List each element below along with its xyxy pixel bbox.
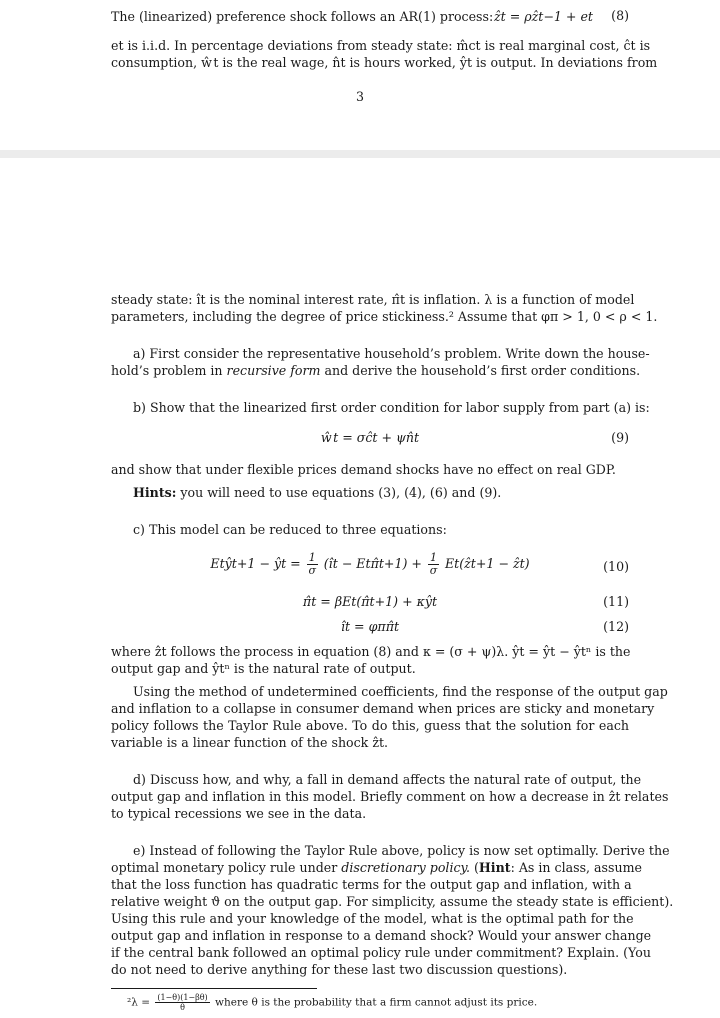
page-top-fragment — [0, 0, 720, 150]
question-b-line-1: b) Show that the linearized first order condition for labor supply from part (a) is: — [133, 400, 650, 415]
ar1-line — [111, 8, 629, 25]
footnote-numerator: (1−θ)(1−βθ) — [157, 993, 208, 1002]
question-c-line-1: c) This model can be reduced to three equations: — [133, 522, 447, 537]
question-e-emphasis: discretionary policy. — [341, 860, 470, 875]
question-e-hint-text: : As in class, assume — [510, 860, 642, 875]
question-d-line-1: d) Discuss how, and why, a fall in demand affects the natural rate of output, the — [133, 772, 642, 787]
question-a-line-2 — [111, 362, 641, 379]
question-a-text: hold’s problem in — [111, 363, 227, 378]
steady-state-line-1: steady state: ît is the nominal interest rate, π̂t is inflation. λ is a function of model — [111, 292, 635, 307]
question-e-line-4: relative weight ϑ on the output gap. For simplicity, assume the steady state is efficient). — [111, 894, 674, 909]
question-e-hint-label: Hint — [478, 860, 511, 875]
page-separator — [0, 150, 720, 158]
question-c-line-3: output gap and ŷtⁿ is the natural rate of output. — [111, 661, 416, 676]
question-c-line-2: where ẑt follows the process in equation (8) and κ = (σ + ψ)λ. ŷt = ŷt − ŷtⁿ is the — [111, 644, 631, 659]
definitions-line-2: consumption, ŵt is the real wage, n̂t is hours worked, ŷt is output. In deviations from — [111, 55, 658, 70]
footnote — [127, 993, 537, 1012]
equation-10-left: Etŷt+1 − ŷt = — [210, 556, 301, 571]
question-e-line-5: Using this rule and your knowledge of the model, what is the optimal path for the — [111, 911, 634, 926]
equation-10-fraction-b — [428, 552, 439, 577]
equation-10 — [111, 552, 629, 577]
definitions-line-1: et is i.i.d. In percentage deviations from steady state: m̂ct is real marginal cost, ĉt is — [111, 38, 651, 53]
question-a-emphasis: recursive form — [226, 363, 321, 378]
equation-12-number: (12) — [603, 619, 629, 634]
fraction-a-numerator: 1 — [308, 551, 316, 564]
equation-8-number: (8) — [611, 8, 629, 23]
question-d-line-3: to typical recessions we see in the data. — [111, 806, 367, 821]
steady-state-line-2: parameters, including the degree of price stickiness.² Assume that φπ > 1, 0 < ρ < 1. — [111, 309, 658, 324]
question-d-line-2: output gap and inflation in this model. Briefly comment on how a decrease in ẑt relates — [111, 789, 669, 804]
hints-text: you will need to use equations (3), (4), (6) and (9). — [176, 485, 502, 500]
question-e-line-8: do not need to derive anything for these last two discussion questions). — [111, 962, 568, 977]
footnote-marker: ²λ = — [127, 996, 150, 1009]
question-e-paren: ( — [469, 860, 479, 875]
equation-8: ẑt = ρẑt−1 + et — [494, 9, 593, 24]
equation-10-middle: (ît − Etπ̂t+1) + — [323, 556, 422, 571]
fraction-b-denominator: σ — [429, 564, 438, 577]
footnote-rule — [111, 988, 317, 989]
question-a-text-end: and derive the household’s first order conditions. — [320, 363, 641, 378]
question-c-para-2-line-4: variable is a linear function of the shock ẑt. — [111, 735, 389, 750]
equation-11: π̂t = βEt(π̂t+1) + κŷt — [302, 594, 438, 609]
equation-11-number: (11) — [603, 594, 629, 609]
equation-9: ŵt = σĉt + ψn̂t — [320, 430, 420, 445]
footnote-denominator: θ — [180, 1003, 185, 1012]
fraction-a-denominator: σ — [308, 564, 316, 577]
hints-label: Hints: — [133, 485, 177, 500]
question-e-line-7: if the central bank followed an optimal policy rule under commitment? Explain. (You — [111, 945, 651, 960]
footnote-fraction — [155, 993, 209, 1012]
page-number: 3 — [355, 89, 364, 104]
equation-12: ît = φππ̂t — [340, 619, 400, 634]
question-b-line-2: and show that under flexible prices demand shocks have no effect on real GDP. — [111, 462, 616, 477]
question-c-para-2-line-3: policy follows the Taylor Rule above. To do this, guess that the solution for each — [111, 718, 629, 733]
equation-10-number: (10) — [603, 559, 629, 574]
question-c-para-2-line-2: and inflation to a collapse in consumer demand when prices are sticky and monetary — [111, 701, 655, 716]
question-c-para-2-line-1: Using the method of undetermined coefficients, find the response of the output gap — [133, 684, 668, 699]
question-e-line-2 — [111, 859, 642, 876]
footnote-text: where θ is the probability that a firm cannot adjust its price. — [215, 996, 538, 1009]
hints-line — [133, 484, 629, 501]
equation-9-number: (9) — [611, 430, 629, 445]
ar1-intro-text: The (linearized) preference shock follows an AR(1) process: — [111, 9, 494, 24]
fraction-b-numerator: 1 — [429, 551, 437, 564]
question-e-line-6: output gap and inflation in response to a demand shock? Would your answer change — [111, 928, 652, 943]
question-e-line-1: e) Instead of following the Taylor Rule above, policy is now set optimally. Derive the — [133, 843, 670, 858]
question-a-line-1: a) First consider the representative household’s problem. Write down the house- — [133, 346, 650, 361]
equation-10-fraction-a — [307, 552, 318, 577]
equation-10-right: Et(ẑt+1 − ẑt) — [444, 556, 530, 571]
question-e-line-3: that the loss function has quadratic terms for the output gap and inflation, with a — [111, 877, 632, 892]
question-e-text: optimal monetary policy rule under — [111, 860, 342, 875]
